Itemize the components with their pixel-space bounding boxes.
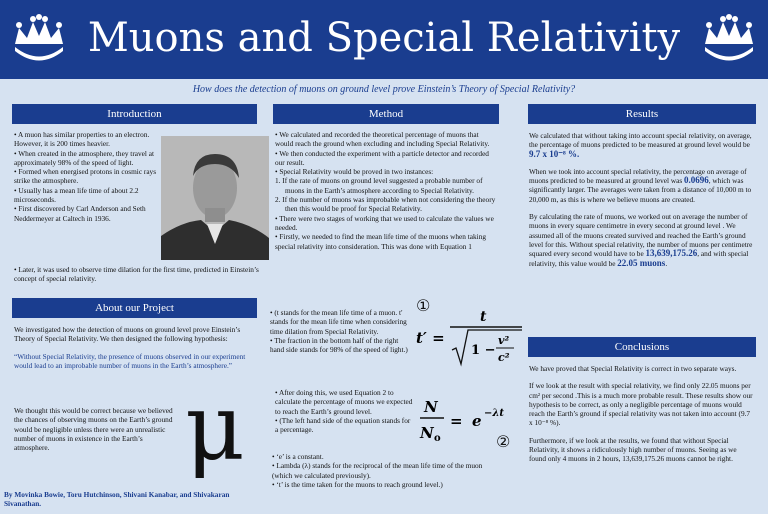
intro-bullet: • A muon has similar properties to an electron. However, it is 200 times heavier. [14,130,150,149]
header-bar [0,0,768,79]
svg-text:v²: v² [498,334,510,347]
intro-last-bullet: • Later, it was used to observe time dilation for the first time, predicted in Einstein’s concept of special relativity. [14,265,259,284]
method-bullet: • Firstly, we needed to find the mean life time of the muons when taking special relativity into consideration. This was done with Equation 1 [275,232,487,251]
authors: By Movinka Bowie, Toru Hutchinson, Shivani Kanabar, and Shivakaran Sivanathan. [4,490,230,509]
method-bullet: • Special Relativity would be proved in two instances: [275,167,434,177]
intro-bullet: • First discovered by Carl Anderson and Seth Neddermeyer at Caltech in 1936. [14,204,146,223]
result-value-no-sr: 9.7 x 10⁻⁸ %. [529,148,580,159]
equation-1-graphic [414,308,524,368]
portrait-image [161,136,269,260]
svg-text:−λt: −λt [484,408,505,419]
intro-bullet: • When created in the atmosphere, they travel at approximately 98% of the speed of light. [14,148,154,167]
portrait-photo [161,136,269,260]
svg-text:c²: c² [498,351,510,364]
svg-text:N: N [424,398,438,416]
equation1-notes [270,308,410,354]
equation-1 [414,308,524,368]
eq2-note: • Lambda (λ) stands for the reciprocal of the mean life time of the muon (which we calculated previously). [272,461,483,480]
introduction-text [14,130,159,223]
about-paragraph-2: We thought this would be correct because we believed the chances of observing muons on the Earth’s ground would be negligible unless there were an unrealistic number of muons in existence in the Earth’s atmosphere. [14,406,173,453]
conclusions-paragraph: Furthermore, if we look at the results, we found that without Special Relativity, it shows a ridiculously high number of muons. Seeing as we found only 4 muons in 2 hours, 13,639,175.26 muons cannot be right. [529,435,737,464]
results-heading: Results [528,104,756,124]
method-bullet: • There were two stages of working that we used to calculate the values we needed. [275,213,494,232]
method-numbered: 2. If the number of muons was improbable when not considering the theory then this would be proof for Special Relativity. [275,195,496,214]
method-text [275,130,497,251]
svg-text:t′ =: t′ = [416,329,445,347]
muon-count-no-sr: 13,639,175.26 [645,248,698,259]
results-text: , and with special relativity, this value would be [529,249,749,268]
results-text [529,131,755,276]
conclusions-heading: Conclusions [528,337,756,357]
intro-bullet: • Usually has a mean life time of about 2.2 microseconds. [14,185,139,205]
svg-text:e: e [472,412,482,430]
eq2-note: • After doing this, we used Equation 2 to calculate the percentage of muons we expected to reach the Earth’s ground level. [275,388,413,416]
results-text: We calculated that without taking into account special relativity, on average, the percentage of muons predicted to be measured at ground level would be [529,131,752,150]
method-numbered: 1. If the rate of muons on ground level suggested a probable number of muons in the Earth’s atmosphere according to Special Relativity. [275,176,483,195]
about-paragraph: We investigated how the detection of muons on ground level prove Einstein’s Theory of Special Relativity. We then designed the following hypothesis: [14,325,241,344]
muon-symbol: μ [185,374,245,481]
results-text: By calculating the rate of muons, we worked out on average the number of muons in every square centimetre in every second at ground level . We assumed all of the muons created survived and reached the Earth’s ground level for this. Without special relativity, the number of muons per centimetre squared every second would have to be [529,212,753,259]
poster-subtitle: How does the detection of muons on ground level prove Einstein’s Theory of Special Relativity? [192,84,576,95]
svg-text:=: = [450,412,463,430]
introduction-heading: Introduction [12,104,257,124]
poster-title: Muons and Special Relativity [87,15,681,61]
results-text: When we took into account special relativity, the percentage on average of muons predicted to be measured at ground level was [529,166,747,186]
eq1-note: • (t stands for the mean life time of a muon. t′ stands for the mean life time when considering time dilation from Special Relativity. [270,308,407,336]
eq2-note: • ‘t’ is the time taken for the muons to reach ground level.) [272,479,443,489]
method-heading: Method [273,104,499,124]
method-bullet: • We calculated and recorded the theoretical percentage of muons that would reach the ground when excluding and including Special Relativity. [275,130,490,149]
svg-text:o: o [434,433,441,444]
svg-text:t: t [480,309,487,325]
equation-2-marker: ② [496,432,511,451]
results-text: , which was significantly larger. The averages were taken from a distance of 10,000 m to 20,000 m, as this is where we believe muons are created. [529,176,752,204]
eq1-note: • The fraction in the bottom half of the right hand side stands for 98% of the speed of light.) [270,335,408,355]
equation2-notes [275,388,415,434]
hypothesis-quote: “Without Special Relativity, the presence of muons observed in our experiment would lead to an improbable number of muons in the Earth’s atmosphere.” [14,351,246,370]
about-project-heading: About our Project [12,298,257,318]
results-text: . [665,258,668,268]
conclusions-paragraph: If we look at the result with special relativity, we find only 22.05 muons per cm² per second .This is a much more probable result. These results show our hypothesis to be correct, as only a negligible percentage of muons would reach the Earth’s ground if special relativity was not taken into account (9.7 x 10⁻⁸ %). [529,381,753,428]
intro-bullet: • Formed when energised protons in cosmic rays strike the atmosphere. [14,167,157,186]
conclusions-text [529,364,755,472]
about-project-text [14,325,254,378]
eq2-note: • (The left hand side of the equation stands for a percentage. [275,415,411,435]
eq2-note: • ‘e’ is a constant. [272,452,324,461]
svg-text:N: N [420,424,434,442]
svg-text:1 −: 1 − [471,343,496,358]
muon-count-sr: 22.05 muons [617,257,666,268]
method-bullet: • We then conducted the experiment with a particle detector and recorded our result. [275,148,489,167]
equation-1-marker: ① [416,296,431,315]
method-constants [272,452,497,489]
conclusions-paragraph: We have proved that Special Relativity is correct in two separate ways. [529,364,737,373]
result-value-sr: 0.0696 [684,175,709,186]
